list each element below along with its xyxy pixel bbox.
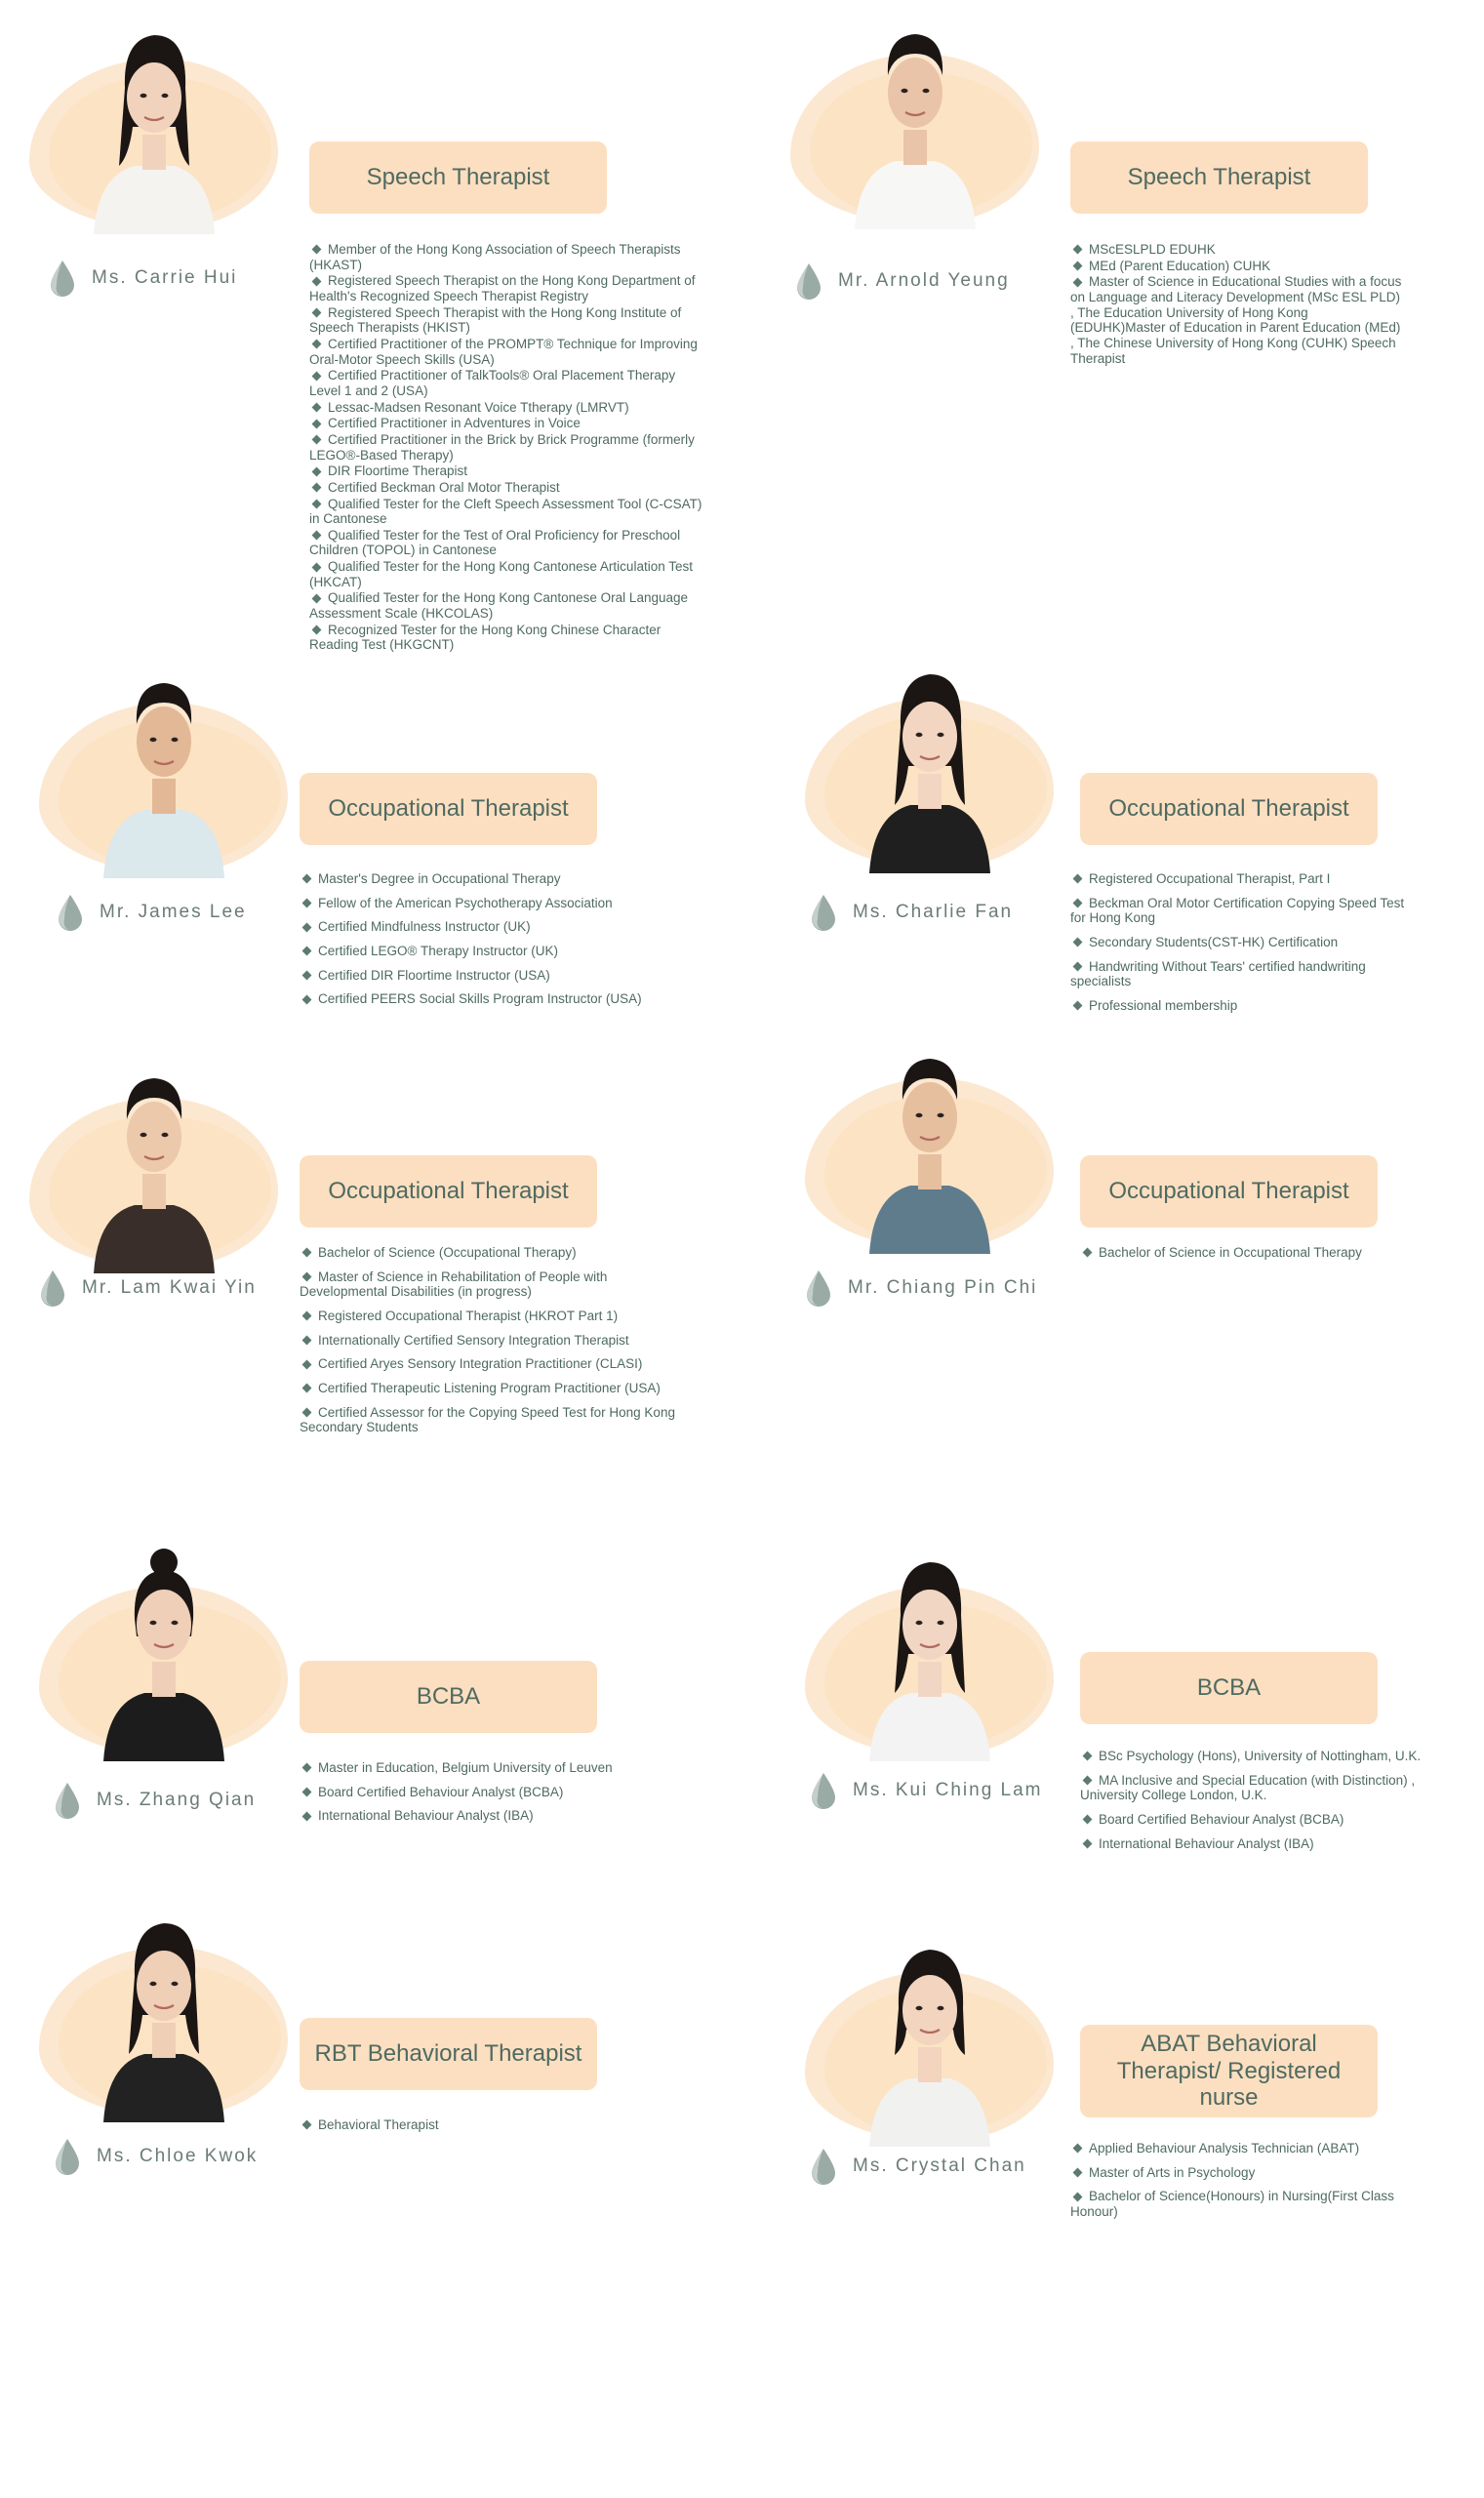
staff-photo (29, 1059, 283, 1283)
diamond-bullet-icon (302, 874, 312, 884)
staff-photo (805, 1932, 1059, 2156)
diamond-bullet-icon (302, 1311, 312, 1321)
staff-photo (39, 664, 293, 888)
diamond-bullet-icon (312, 562, 322, 572)
credential-text: Recognized Tester for the Hong Kong Chinese Character Reading Test (HKGCNT) (309, 622, 662, 653)
credentials-list (300, 871, 700, 1016)
diamond-bullet-icon (312, 593, 322, 603)
credential-item (309, 497, 709, 527)
credential-text: Certified Aryes Sensory Integration Practitioner (CLASI) (318, 1356, 643, 1372)
diamond-bullet-icon (312, 276, 322, 286)
diamond-bullet-icon (302, 994, 312, 1004)
credential-text: International Behaviour Analyst (IBA) (318, 1808, 534, 1824)
portrait-illustration (86, 1059, 222, 1273)
staff-name: Mr. Chiang Pin Chi (848, 1277, 1038, 1298)
credential-item (300, 1245, 680, 1261)
credential-text: Secondary Students(CST-HK) Certification (1089, 934, 1339, 949)
water-drop-icon (39, 1269, 66, 1308)
credential-item (300, 919, 700, 935)
diamond-bullet-icon (1073, 277, 1083, 287)
diamond-bullet-icon (302, 1336, 312, 1346)
staff-name: Ms. Zhang Qian (97, 1790, 257, 1810)
staff-photo (805, 1547, 1059, 1771)
staff-photo (29, 20, 283, 244)
role-badge: BCBA (1080, 1652, 1378, 1724)
credential-text: Master in Education, Belgium University of Leuven (318, 1760, 613, 1775)
staff-name: Ms. Carrie Hui (92, 267, 238, 288)
diamond-bullet-icon (1073, 874, 1083, 884)
credential-text: Certified Beckman Oral Motor Therapist (328, 479, 560, 495)
credentials-list (300, 1760, 690, 1833)
diamond-bullet-icon (302, 1272, 312, 1282)
staff-photo (805, 1039, 1059, 1264)
staff-name-row (39, 1269, 257, 1308)
role-badge: ABAT Behavioral Therapist/ Registered nurse (1080, 2025, 1378, 2117)
diamond-bullet-icon (312, 245, 322, 255)
staff-photo (790, 15, 1044, 239)
portrait-illustration (96, 664, 232, 878)
diamond-bullet-icon (1073, 962, 1083, 972)
credential-item (1070, 242, 1402, 258)
credential-text: Registered Occupational Therapist (HKROT Part 1) (318, 1308, 619, 1323)
diamond-bullet-icon (302, 1788, 312, 1797)
credential-text: Certified Practitioner of TalkTools® Oral Placement Therapy Level 1 and 2 (USA) (309, 368, 676, 398)
credential-item (1070, 2189, 1422, 2219)
credential-text: Registered Speech Therapist on the Hong Kong Department of Health's Recognized Speech Therapist Registry (309, 273, 696, 303)
diamond-bullet-icon (302, 1248, 312, 1258)
credential-text: Certified PEERS Social Skills Program Instructor (USA) (318, 991, 642, 1007)
credential-item (309, 337, 709, 367)
credential-text: Handwriting Without Tears' certified handwriting specialists (1070, 958, 1366, 989)
credential-text: Bachelor of Science in Occupational Therapy (1099, 1245, 1362, 1260)
diamond-bullet-icon (1083, 1815, 1093, 1825)
credential-text: Certified Practitioner in Adventures in Voice (328, 416, 581, 431)
water-drop-icon (54, 1781, 81, 1820)
diamond-bullet-icon (302, 1811, 312, 1821)
credential-text: Qualified Tester for the Hong Kong Cantonese Oral Language Assessment Scale (HKCOLAS) (309, 590, 688, 622)
credential-text: Master's Degree in Occupational Therapy (318, 871, 561, 886)
credential-text: Certified LEGO® Therapy Instructor (UK) (318, 943, 559, 958)
diamond-bullet-icon (1073, 938, 1083, 947)
role-badge: Occupational Therapist (1080, 773, 1378, 845)
credential-text: Certified Mindfulness Instructor (UK) (318, 919, 531, 935)
credential-text: MScESLPLD EDUHK (1089, 242, 1216, 257)
credential-text: Registered Occupational Therapist, Part I (1089, 871, 1331, 886)
credential-item (309, 368, 709, 398)
credential-text: Certified DIR Floortime Instructor (USA) (318, 967, 550, 983)
portrait-illustration (862, 659, 998, 873)
credential-item (309, 400, 709, 416)
diamond-bullet-icon (302, 899, 312, 908)
staff-photo (39, 1547, 293, 1771)
diamond-bullet-icon (312, 308, 322, 318)
credentials-list (1070, 2141, 1422, 2229)
credential-item (309, 590, 709, 621)
credential-text: Certified Assessor for the Copying Speed Test for Hong Kong Secondary Students (300, 1404, 675, 1435)
credentials-list (1080, 1749, 1451, 1860)
diamond-bullet-icon (312, 403, 322, 413)
credential-text: BSc Psychology (Hons), University of Nottingham, U.K. (1099, 1749, 1422, 1763)
credential-text: Certified Practitioner of the PROMPT® Technique for Improving Oral-Motor Speech Skills (USA) (309, 336, 698, 367)
diamond-bullet-icon (312, 340, 322, 349)
role-badge: Occupational Therapist (300, 773, 597, 845)
credential-item (309, 559, 709, 589)
credential-item (300, 968, 700, 984)
credential-item (309, 528, 709, 558)
diamond-bullet-icon (312, 499, 322, 508)
staff-name-row (810, 1771, 1043, 1810)
credential-text: Board Certified Behaviour Analyst (BCBA) (318, 1784, 564, 1799)
diamond-bullet-icon (1073, 262, 1083, 271)
credential-item (300, 1785, 690, 1800)
credential-text: Member of the Hong Kong Association of Speech Therapists (HKAST) (309, 242, 681, 272)
role-badge: Occupational Therapist (300, 1155, 597, 1228)
credential-item (309, 432, 709, 463)
portrait-illustration (862, 1039, 998, 1254)
diamond-bullet-icon (1083, 1248, 1093, 1258)
credential-text: Qualified Tester for the Test of Oral Proficiency for Preschool Children (TOPOL) in Cantonese (309, 527, 681, 558)
water-drop-icon (49, 259, 76, 298)
credential-text: Qualified Tester for the Hong Kong Cantonese Articulation Test (HKCAT) (309, 559, 693, 589)
credential-item (300, 1405, 680, 1435)
credential-text: Lessac-Madsen Resonant Voice Ttherapy (LMRVT) (328, 399, 629, 415)
diamond-bullet-icon (302, 922, 312, 932)
water-drop-icon (810, 1771, 837, 1810)
credentials-list (1070, 242, 1402, 367)
credential-text: Bachelor of Science(Honours) in Nursing(First Class Honour) (1070, 2189, 1394, 2219)
diamond-bullet-icon (1073, 899, 1083, 908)
credential-text: International Behaviour Analyst (IBA) (1099, 1835, 1314, 1851)
credential-item (309, 305, 709, 336)
credentials-list (309, 242, 709, 654)
credentials-list (300, 1245, 680, 1444)
credential-text: Bachelor of Science (Occupational Therapy) (318, 1245, 577, 1260)
credential-item (1070, 871, 1412, 887)
diamond-bullet-icon (312, 625, 322, 635)
credential-item (1070, 274, 1402, 366)
credential-item (1070, 2165, 1422, 2181)
role-badge: BCBA (300, 1661, 597, 1733)
staff-name-row (810, 2147, 1026, 2186)
credential-item (1070, 259, 1402, 274)
credential-item (300, 896, 700, 911)
credential-item (309, 416, 709, 431)
credential-text: Master of Arts in Psychology (1089, 2164, 1256, 2180)
credential-item (309, 623, 709, 653)
credential-text: Behavioral Therapist (318, 2117, 439, 2132)
credential-text: DIR Floortime Therapist (328, 463, 468, 479)
diamond-bullet-icon (1083, 1776, 1093, 1786)
diamond-bullet-icon (302, 2120, 312, 2130)
credential-text: Applied Behaviour Analysis Technician (ABAT) (1089, 2141, 1360, 2156)
credential-item (309, 242, 709, 272)
credential-text: MA Inclusive and Special Education (with Distinction) , University College London, U.K. (1080, 1772, 1416, 1803)
diamond-bullet-icon (302, 1384, 312, 1393)
credential-item (309, 273, 709, 303)
credential-item (1080, 1836, 1451, 1852)
water-drop-icon (795, 262, 822, 301)
credential-item (1080, 1245, 1431, 1261)
staff-photo (805, 659, 1059, 883)
staff-name-row (795, 262, 1010, 301)
credential-item (300, 991, 700, 1007)
role-badge: Speech Therapist (309, 141, 607, 214)
portrait-illustration (847, 15, 983, 229)
credential-item (300, 1309, 680, 1324)
role-badge: RBT Behavioral Therapist (300, 2018, 597, 2090)
portrait-illustration (96, 1908, 232, 2122)
credential-item (1070, 959, 1412, 989)
water-drop-icon (805, 1269, 832, 1308)
credential-text: Master of Science in Rehabilitation of People with Developmental Disabilities (in progress) (300, 1269, 608, 1300)
water-drop-icon (57, 893, 84, 932)
credential-item (1070, 896, 1412, 926)
staff-name: Mr. Arnold Yeung (838, 270, 1010, 291)
diamond-bullet-icon (1083, 1752, 1093, 1761)
staff-name-row (49, 259, 237, 298)
credential-item (300, 2117, 680, 2133)
diamond-bullet-icon (302, 947, 312, 956)
diamond-bullet-icon (302, 1763, 312, 1773)
portrait-illustration (862, 1932, 998, 2147)
staff-name-row (57, 893, 247, 932)
diamond-bullet-icon (1073, 2168, 1083, 2178)
credential-item (1070, 935, 1412, 950)
diamond-bullet-icon (1073, 2144, 1083, 2154)
water-drop-icon (54, 2137, 81, 2176)
credential-text: Certified Therapeutic Listening Program Practitioner (USA) (318, 1380, 661, 1395)
diamond-bullet-icon (312, 483, 322, 493)
staff-name: Ms. Charlie Fan (853, 902, 1014, 922)
role-badge: Speech Therapist (1070, 141, 1368, 214)
portrait-illustration (862, 1547, 998, 1761)
credential-item (300, 1808, 690, 1824)
portrait-illustration (86, 20, 222, 234)
credential-item (300, 1356, 680, 1372)
staff-photo (39, 1908, 293, 2132)
credential-text: Professional membership (1089, 997, 1238, 1013)
credentials-list (1070, 871, 1412, 1023)
credentials-list (1080, 1245, 1431, 1269)
credential-item (300, 1760, 690, 1776)
diamond-bullet-icon (1073, 245, 1083, 255)
diamond-bullet-icon (312, 531, 322, 541)
credential-text: Fellow of the American Psychotherapy Association (318, 895, 613, 910)
credential-text: Qualified Tester for the Cleft Speech Assessment Tool (C-CSAT) in Cantonese (309, 496, 702, 527)
diamond-bullet-icon (302, 1359, 312, 1369)
diamond-bullet-icon (302, 971, 312, 981)
credential-item (309, 463, 709, 479)
diamond-bullet-icon (1073, 2192, 1083, 2201)
credential-item (1070, 998, 1412, 1014)
credential-text: Internationally Certified Sensory Integration Therapist (318, 1332, 629, 1348)
credential-item (309, 480, 709, 496)
water-drop-icon (810, 2147, 837, 2186)
credential-item (300, 1269, 680, 1300)
staff-name: Ms. Chloe Kwok (97, 2146, 259, 2166)
role-badge: Occupational Therapist (1080, 1155, 1378, 1228)
credential-text: Beckman Oral Motor Certification Copying Speed Test for Hong Kong (1070, 895, 1405, 926)
credential-text: MEd (Parent Education) CUHK (1089, 258, 1271, 273)
diamond-bullet-icon (312, 371, 322, 381)
staff-name: Mr. Lam Kwai Yin (82, 1277, 257, 1298)
credential-item (1080, 1773, 1451, 1803)
credential-item (300, 1333, 680, 1349)
staff-name-row (810, 893, 1013, 932)
staff-name-row (54, 2137, 258, 2176)
staff-name: Mr. James Lee (100, 902, 247, 922)
staff-name: Ms. Crystal Chan (853, 2156, 1026, 2176)
staff-name-row (805, 1269, 1037, 1308)
water-drop-icon (810, 893, 837, 932)
diamond-bullet-icon (312, 435, 322, 445)
diamond-bullet-icon (312, 466, 322, 476)
diamond-bullet-icon (1083, 1839, 1093, 1849)
credential-item (1070, 2141, 1422, 2156)
credential-item (1080, 1812, 1451, 1828)
credential-text: Board Certified Behaviour Analyst (BCBA) (1099, 1811, 1344, 1827)
staff-name: Ms. Kui Ching Lam (853, 1780, 1043, 1800)
credential-item (300, 871, 700, 887)
diamond-bullet-icon (1073, 1001, 1083, 1011)
portrait-illustration (96, 1547, 232, 1761)
credential-text: Certified Practitioner in the Brick by Brick Programme (formerly LEGO®-Based Therapy) (309, 431, 695, 463)
credential-item (1080, 1749, 1451, 1764)
credential-item (300, 944, 700, 959)
staff-name-row (54, 1781, 256, 1820)
credential-text: Registered Speech Therapist with the Hong Kong Institute of Speech Therapists (HKIST) (309, 304, 682, 336)
credential-item (300, 1381, 680, 1396)
diamond-bullet-icon (302, 1408, 312, 1418)
credential-text: Master of Science in Educational Studies with a focus on Language and Literacy Development (MSc ESL PLD) , The Education University of Hong Kong (EDUHK)Master of Education in Parent Education (MEd) , The Chinese University of Hong Kong (CUHK) Speech Therapist (1070, 274, 1402, 366)
credentials-list (300, 2117, 680, 2142)
diamond-bullet-icon (312, 419, 322, 428)
